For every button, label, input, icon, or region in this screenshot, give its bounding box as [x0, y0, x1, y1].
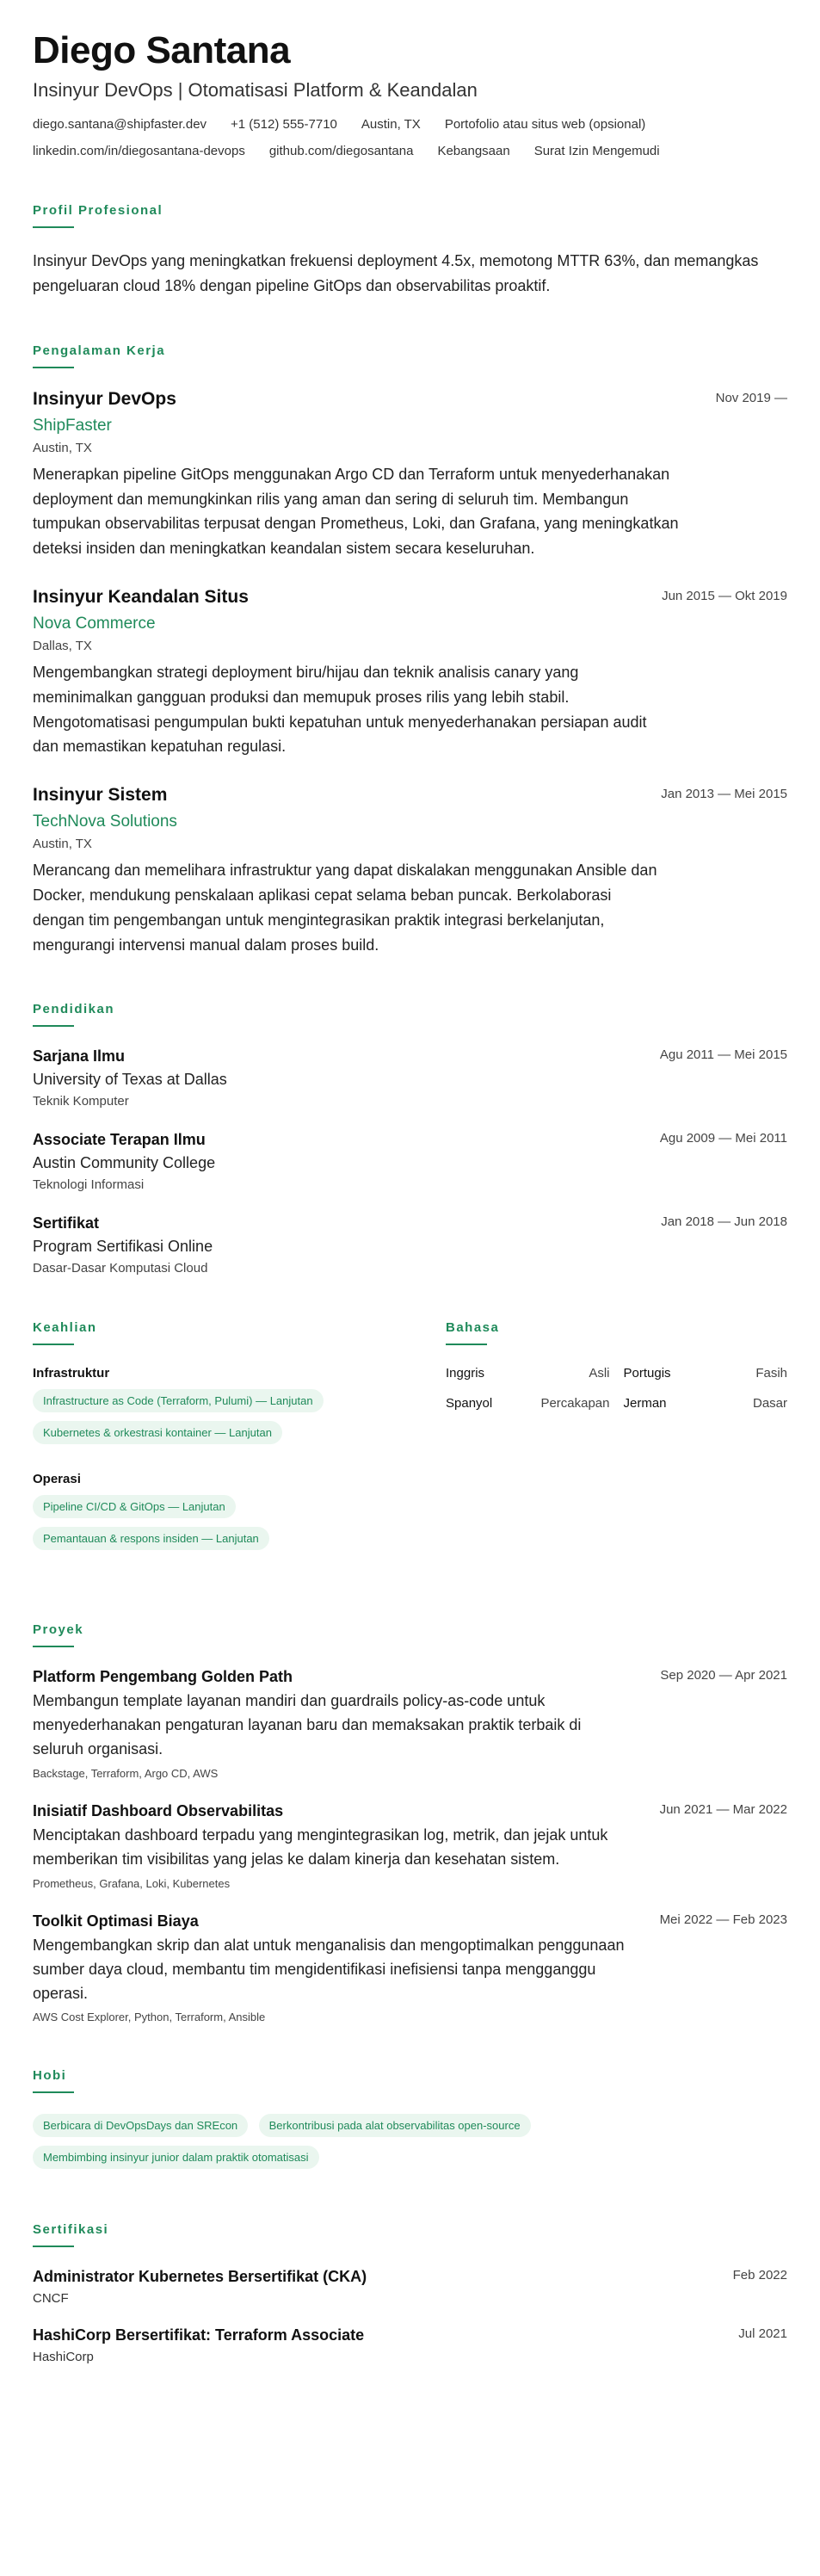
job-title: Insinyur DevOps	[33, 388, 176, 409]
contact-github[interactable]: github.com/diegosantana	[268, 144, 414, 159]
language-level: Asli	[589, 1366, 610, 1381]
project-tech: Backstage, Terraform, Argo CD, AWS	[33, 1767, 219, 1781]
certification-issuer: HashiCorp	[33, 2350, 94, 2365]
project-date: Jun 2021 — Mar 2022	[659, 1802, 787, 1818]
education-degree: Associate Terapan Ilmu	[33, 1131, 206, 1149]
education-date: Jan 2018 — Jun 2018	[661, 1214, 787, 1230]
skill-chip: Infrastructure as Code (Terraform, Pulumi) — Lanjutan	[33, 1389, 324, 1412]
language-item	[446, 1366, 610, 1381]
job-description: Mengembangkan strategi deployment biru/hijau dan teknik analisis canary yang meminimalkan gangguan produksi dan memupuk proses rilis yang lebih stabil. Mengotomatisasi pengumpulan bukti kepatuhan untuk menyederhanakan persiapan audit dan memastikan kepatuhan regulasi.	[33, 663, 647, 756]
hobby-chip: Membimbing insinyur junior dalam praktik otomatisasi	[33, 2146, 319, 2169]
education-school: Program Sertifikasi Online	[33, 1238, 213, 1256]
skill-chip: Pemantauan & respons insiden — Lanjutan	[33, 1527, 269, 1550]
language-item	[446, 1396, 610, 1411]
education-entry	[33, 1214, 787, 1276]
certification-date: Jul 2021	[738, 2326, 787, 2342]
section-divider	[33, 367, 74, 368]
experience-entry	[33, 389, 787, 561]
hobby-chip: Berbicara di DevOpsDays dan SREcon	[33, 2114, 248, 2137]
profile-section	[33, 203, 787, 299]
education-field: Dasar-Dasar Komputasi Cloud	[33, 1261, 208, 1276]
experience-entry	[33, 587, 787, 759]
section-title-languages: Bahasa	[446, 1320, 500, 1336]
project-entry	[33, 1802, 787, 1890]
candidate-name: Diego Santana	[33, 29, 291, 71]
education-school: University of Texas at Dallas	[33, 1071, 227, 1089]
project-entry	[33, 1668, 787, 1780]
section-title-projects: Proyek	[33, 1622, 84, 1638]
skill-group-title: Operasi	[33, 1472, 81, 1487]
job-company: TechNova Solutions	[33, 812, 177, 831]
contact-row-2	[33, 144, 787, 158]
language-name: Portugis	[623, 1366, 671, 1381]
project-entry	[33, 1912, 787, 2024]
skills-column	[33, 1320, 411, 1578]
section-divider	[33, 2246, 74, 2247]
section-title-education: Pendidikan	[33, 1002, 115, 1017]
education-degree: Sarjana Ilmu	[33, 1047, 126, 1066]
section-title-certifications: Sertifikasi	[33, 2222, 109, 2238]
language-level: Fasih	[755, 1366, 787, 1381]
section-divider	[446, 1344, 487, 1345]
skills-languages-section	[33, 1320, 787, 1578]
job-description: Merancang dan memelihara infrastruktur yang dapat diskalakan menggunakan Ansible dan Docker, mendukung penskalaan aplikasi cepat selama beban puncak. Berkolaborasi dengan tim pengembangan untuk mengintegrasikan praktik integrasi berkelanjutan, mengurangi intervensi manual dalam proses build.	[33, 862, 657, 954]
job-date: Jun 2015 — Okt 2019	[662, 588, 787, 603]
project-name: Inisiatif Dashboard Observabilitas	[33, 1802, 284, 1820]
language-level: Percakapan	[540, 1396, 610, 1412]
resume-header	[33, 31, 787, 158]
certification-entry	[33, 2268, 787, 2306]
section-divider	[33, 2091, 74, 2093]
certifications-section	[33, 2222, 787, 2364]
education-entry	[33, 1047, 787, 1109]
language-item	[624, 1396, 788, 1411]
job-title: Insinyur Sistem	[33, 785, 168, 806]
skill-chip: Pipeline CI/CD & GitOps — Lanjutan	[33, 1495, 236, 1518]
education-date: Agu 2009 — Mei 2011	[659, 1131, 787, 1146]
job-company: Nova Commerce	[33, 614, 156, 633]
project-tech: AWS Cost Explorer, Python, Terraform, Ansible	[33, 2011, 266, 2024]
certification-name: HashiCorp Bersertifikat: Terraform Associate	[33, 2326, 365, 2344]
section-divider	[33, 1025, 74, 1027]
job-date: Nov 2019 —	[715, 390, 787, 405]
project-description: Menciptakan dashboard terpadu yang mengintegrasikan log, metrik, dan jejak untuk memberikan tim visibilitas yang jelas ke dalam kinerja dan kesehatan sistem.	[33, 1826, 608, 1868]
section-divider	[33, 1646, 74, 1647]
job-title: Insinyur Keandalan Situs	[33, 586, 249, 607]
experience-section	[33, 343, 787, 958]
hobbies-section	[33, 2068, 787, 2178]
job-location: Austin, TX	[33, 440, 92, 455]
skill-group	[33, 1472, 411, 1559]
job-description: Menerapkan pipeline GitOps menggunakan Argo CD dan Terraform untuk menyederhanakan deployment dan memungkinkan rilis yang aman dan sering di seluruh tim. Membangun tumpukan observabilitas terpusat dengan Prometheus, Loki, dan Grafana, yang meningkatkan deteksi insiden dan meningkatkan keandalan sistem secara keseluruhan.	[33, 465, 679, 558]
language-level: Dasar	[752, 1396, 787, 1412]
language-name: Inggris	[446, 1366, 485, 1381]
project-description: Mengembangkan skrip dan alat untuk menganalisis dan mengoptimalkan penggunaan sumber daya cloud, membantu tim mengidentifikasi inefisiensi tanpa mengganggu operasi.	[33, 1936, 625, 2002]
section-title-hobbies: Hobi	[33, 2068, 67, 2084]
hobby-list	[33, 2114, 787, 2178]
job-company: ShipFaster	[33, 416, 112, 435]
section-divider	[33, 226, 74, 228]
language-name: Jerman	[623, 1396, 667, 1412]
education-school: Austin Community College	[33, 1154, 216, 1172]
education-date: Agu 2011 — Mei 2015	[659, 1047, 787, 1063]
section-title-experience: Pengalaman Kerja	[33, 343, 166, 358]
contact-linkedin[interactable]: linkedin.com/in/diegosantana-devops	[33, 144, 245, 159]
contact-driving-license: Surat Izin Mengemudi	[533, 144, 660, 159]
project-name: Toolkit Optimasi Biaya	[33, 1912, 199, 1930]
project-name: Platform Pengembang Golden Path	[33, 1668, 293, 1686]
education-entry	[33, 1131, 787, 1192]
section-divider	[33, 1344, 74, 1345]
education-section	[33, 1002, 787, 1276]
hobby-chip: Berkontribusi pada alat observabilitas open-source	[259, 2114, 531, 2137]
skill-chip: Kubernetes & orkestrasi kontainer — Lanjutan	[33, 1421, 282, 1444]
contact-portfolio[interactable]: Portofolio atau situs web (opsional)	[444, 117, 646, 133]
experience-entry	[33, 785, 787, 957]
job-location: Dallas, TX	[33, 638, 92, 653]
project-description: Membangun template layanan mandiri dan guardrails policy-as-code untuk menyederhanakan pengaturan layanan baru dan memaksakan praktik terbaik di seluruh organisasi.	[33, 1692, 582, 1758]
skill-group	[33, 1366, 411, 1453]
language-item	[624, 1366, 788, 1381]
education-degree: Sertifikat	[33, 1214, 100, 1232]
section-title-profile: Profil Profesional	[33, 203, 163, 219]
languages-column	[446, 1320, 787, 1578]
project-tech: Prometheus, Grafana, Loki, Kubernetes	[33, 1876, 231, 1890]
certification-entry	[33, 2326, 787, 2364]
projects-section	[33, 1622, 787, 2023]
job-date: Jan 2013 — Mei 2015	[661, 787, 787, 802]
job-location: Austin, TX	[33, 837, 92, 852]
contact-email[interactable]: diego.santana@shipfaster.dev	[33, 117, 207, 133]
contact-phone[interactable]: +1 (512) 555-7710	[231, 117, 337, 133]
project-date: Sep 2020 — Apr 2021	[660, 1668, 787, 1683]
certification-date: Feb 2022	[732, 2268, 787, 2283]
education-field: Teknik Komputer	[33, 1094, 129, 1109]
contact-row-1	[33, 117, 787, 132]
language-name: Spanyol	[446, 1396, 493, 1412]
contact-location: Austin, TX	[361, 117, 421, 133]
skill-group-title: Infrastruktur	[33, 1366, 110, 1381]
contact-nationality: Kebangsaan	[437, 144, 510, 159]
candidate-title: Insinyur DevOps | Otomatisasi Platform & Keandalan	[33, 79, 478, 102]
education-field: Teknologi Informasi	[33, 1177, 145, 1193]
profile-summary: Insinyur DevOps yang meningkatkan frekuensi deployment 4.5x, memotong MTTR 63%, dan memangkas pengeluaran cloud 18% dengan pipeline GitOps dan observabilitas proaktif.	[33, 252, 759, 294]
certification-name: Administrator Kubernetes Bersertifikat (CKA)	[33, 2268, 367, 2286]
certification-issuer: CNCF	[33, 2291, 69, 2307]
project-date: Mei 2022 — Feb 2023	[659, 1912, 787, 1927]
language-list	[446, 1366, 787, 1411]
section-title-skills: Keahlian	[33, 1320, 97, 1336]
